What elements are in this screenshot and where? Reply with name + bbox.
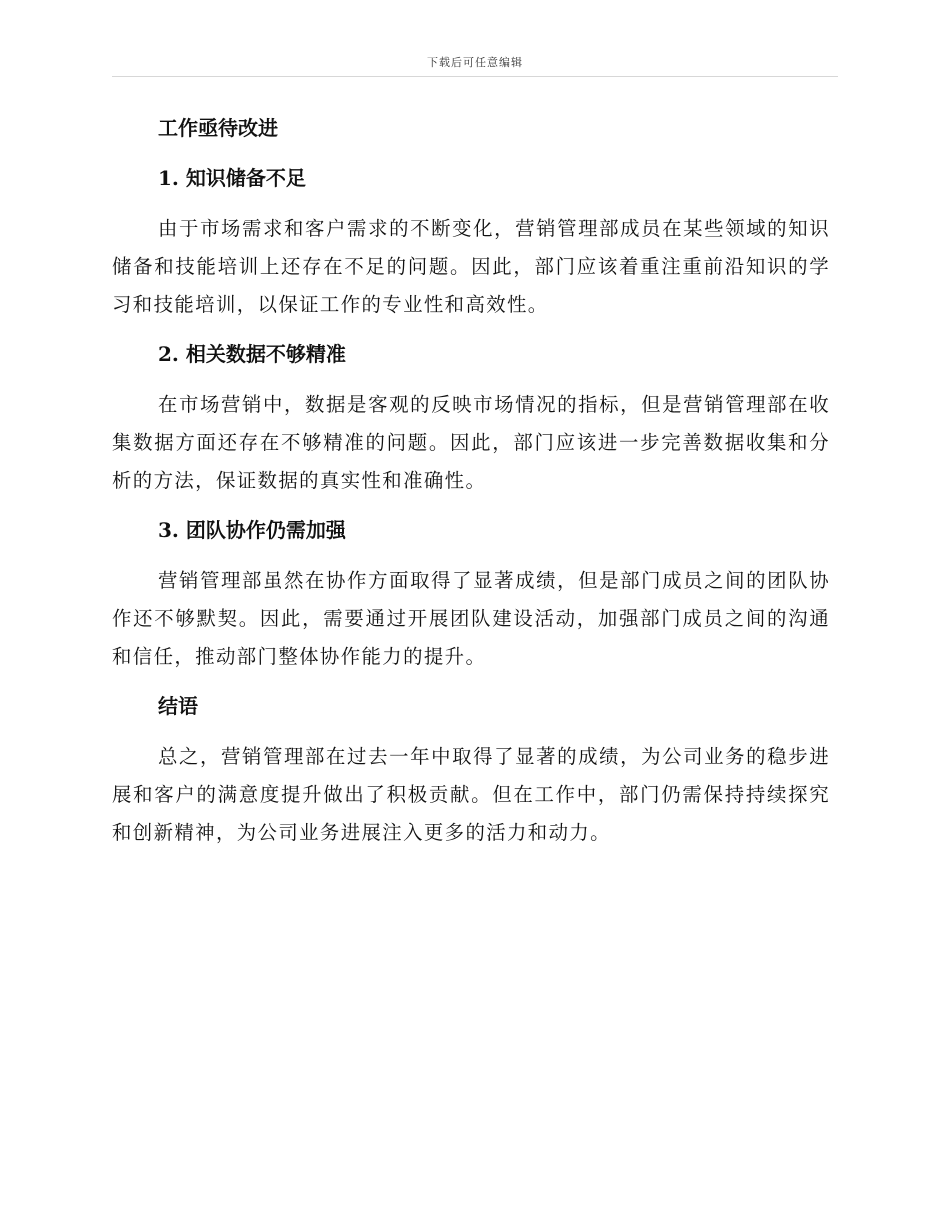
paragraph-teamwork: 营销管理部虽然在协作方面取得了显著成绩，但是部门成员之间的团队协作还不够默契。因此，需要通过开展团队建设活动，加强部门成员之间的沟通和信任，推动部门整体协作能力的提升。 (112, 569, 830, 668)
section-heading-conclusion: 结语 (158, 694, 198, 718)
paragraph-data: 在市场营销中，数据是客观的反映市场情况的指标，但是营销管理部在收集数据方面还存在不够精准的问题。因此，部门应该进一步完善数据收集和分析的方法，保证数据的真实性和准确性。 (112, 393, 830, 492)
paragraph-conclusion: 总之，营销管理部在过去一年中取得了显著的成绩，为公司业务的稳步进展和客户的满意度提升做出了积极贡献。但在工作中，部门仍需保持持续探究和创新精神，为公司业务进展注入更多的活力和动力。 (112, 745, 830, 844)
section-heading-teamwork: 3. 团队协作仍需加强 (158, 518, 346, 542)
section-heading-data: 2. 相关数据不够精准 (158, 342, 346, 366)
paragraph-knowledge: 由于市场需求和客户需求的不断变化，营销管理部成员在某些领域的知识储备和技能培训上还存在不足的问题。因此，部门应该着重注重前沿知识的学习和技能培训，以保证工作的专业性和高效性。 (112, 217, 830, 316)
header-divider (112, 76, 838, 77)
page-header: 下载后可任意编辑 (427, 56, 523, 69)
section-heading-improvement: 工作亟待改进 (158, 116, 278, 140)
document-body (112, 110, 830, 864)
section-heading-knowledge: 1. 知识储备不足 (158, 166, 306, 190)
